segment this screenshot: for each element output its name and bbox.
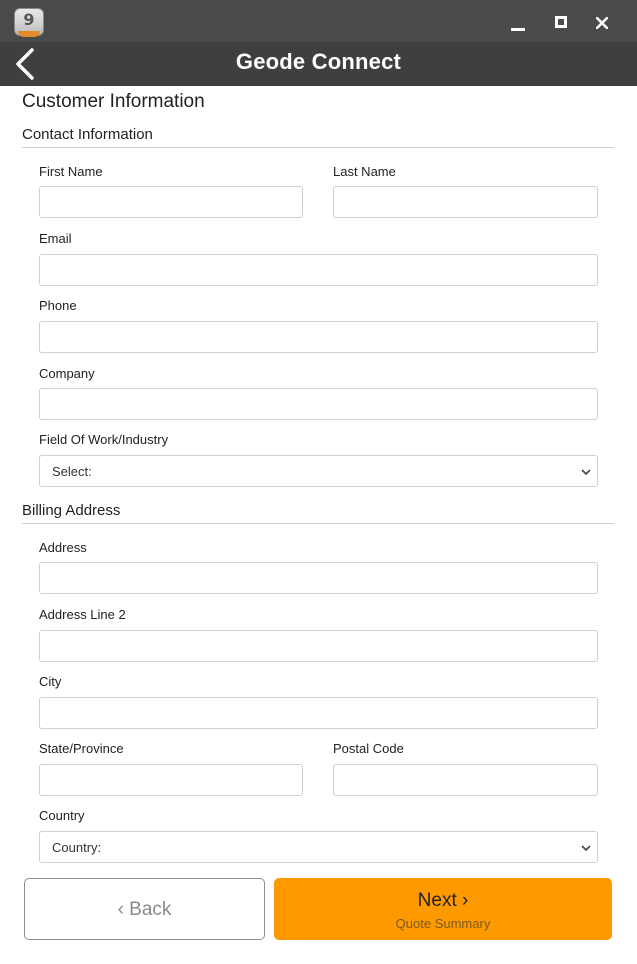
- contact-section-title: Contact Information: [22, 126, 153, 143]
- chevron-left-icon[interactable]: [12, 46, 42, 82]
- address-field[interactable]: [39, 562, 598, 594]
- industry-select-value: Select:: [52, 464, 92, 479]
- app-icon: [14, 8, 44, 36]
- state-province-label: State/Province: [39, 741, 124, 756]
- first-name-label: First Name: [39, 164, 103, 179]
- state-province-field[interactable]: [39, 764, 303, 796]
- company-label: Company: [39, 366, 95, 381]
- country-select[interactable]: [39, 831, 598, 863]
- postal-code-label: Postal Code: [333, 741, 404, 756]
- chevron-down-icon: [580, 466, 592, 478]
- header-title: Geode Connect: [235, 49, 402, 74]
- back-button-label: ‹ Back: [117, 899, 172, 920]
- city-label: City: [39, 674, 62, 689]
- last-name-label: Last Name: [333, 164, 396, 179]
- phone-field[interactable]: [39, 321, 598, 353]
- minimize-icon[interactable]: [505, 8, 535, 36]
- section-divider: [22, 147, 614, 148]
- country-label: Country: [39, 808, 85, 823]
- postal-code-field[interactable]: [333, 764, 598, 796]
- email-field[interactable]: [39, 254, 598, 286]
- industry-select[interactable]: [39, 455, 598, 487]
- company-field[interactable]: [39, 388, 598, 420]
- maximize-icon[interactable]: [546, 8, 576, 36]
- address-line-2-label: Address Line 2: [39, 607, 126, 622]
- address-label: Address: [39, 540, 87, 555]
- phone-label: Phone: [39, 298, 77, 313]
- window-titlebar: [0, 0, 637, 42]
- app-header: [0, 42, 637, 86]
- email-label: Email: [39, 231, 72, 246]
- section-divider: [22, 523, 614, 524]
- back-button[interactable]: [24, 878, 265, 940]
- page-title: Customer Information: [22, 91, 205, 112]
- billing-section-title: Billing Address: [22, 502, 121, 519]
- address-line-2-field[interactable]: [39, 630, 598, 662]
- last-name-field[interactable]: [333, 186, 598, 218]
- country-select-value: Country:: [52, 840, 102, 855]
- industry-label: Field Of Work/Industry: [39, 432, 169, 447]
- city-field[interactable]: [39, 697, 598, 729]
- next-button-sublabel: Quote Summary: [395, 916, 491, 931]
- app-icon-glyph: 9: [23, 10, 35, 29]
- chevron-down-icon: [580, 842, 592, 854]
- first-name-field[interactable]: [39, 186, 303, 218]
- next-button-label: Next ›: [417, 890, 469, 911]
- close-icon[interactable]: [587, 8, 617, 36]
- next-button[interactable]: [274, 878, 612, 940]
